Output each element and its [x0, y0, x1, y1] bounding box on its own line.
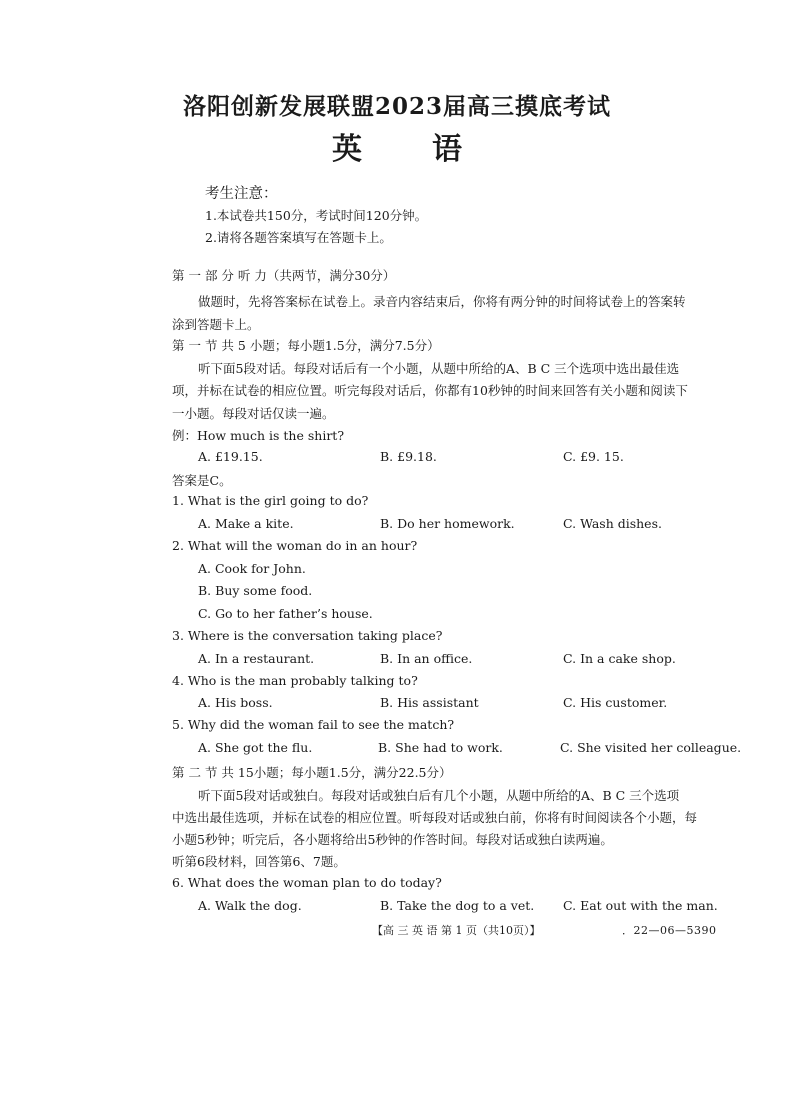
example-answer: 答案是C。 [172, 473, 232, 488]
question-4: 4. Who is the man probably talking to? [172, 673, 418, 688]
page-footer-code: ．22—06—5390 [622, 924, 717, 937]
q2-option-b: B. Buy some food. [198, 583, 313, 598]
notice-item: 1.本试卷共150分，考试时间120分钟。 [205, 208, 428, 223]
q4-option-b: B. His assistant [380, 695, 479, 710]
question-6: 6. What does the woman plan to do today? [172, 875, 442, 890]
part1-heading: 第 一 部 分 听 力（共两节，满分30分） [172, 268, 396, 283]
part1-intro-line: 涂到答题卡上。 [172, 317, 260, 332]
question-5: 5. Why did the woman fail to see the match? [172, 717, 455, 732]
q6-option-a: A. Walk the dog. [198, 898, 302, 913]
question-1: 1. What is the girl going to do? [172, 493, 369, 508]
q5-option-c: C. She visited her colleague. [560, 740, 742, 755]
q6-option-b: B. Take the dog to a vet. [380, 898, 535, 913]
subject-char-2: 语 [432, 132, 462, 167]
q1-option-b: B. Do her homework. [380, 516, 515, 531]
q5-option-a: A. She got the flu. [198, 740, 313, 755]
q3-option-b: B. In an office. [380, 651, 473, 666]
notice-heading: 考生注意： [205, 186, 278, 202]
material-6-note: 听第6段材料，回答第6、7题。 [172, 854, 346, 869]
example-option-a: A. £19.15. [198, 449, 263, 464]
q2-option-a: A. Cook for John. [198, 561, 306, 576]
question-3: 3. Where is the conversation taking place? [172, 628, 443, 643]
section1-instruction-line: 项，并标在试卷的相应位置。听完每段对话后，你都有10秒钟的时间来回答有关小题和阅读下 [172, 383, 688, 398]
section2-instruction-line: 小题5秒钟；听完后，各小题将给出5秒钟的作答时间。每段对话或独白读两遍。 [172, 832, 613, 847]
question-2: 2. What will the woman do in an hour? [172, 538, 418, 553]
example-option-c: C. £9. 15. [563, 449, 624, 464]
q3-option-a: A. In a restaurant. [198, 651, 315, 666]
q1-option-a: A. Make a kite. [198, 516, 294, 531]
q4-option-c: C. His customer. [563, 695, 668, 710]
section2-instruction-line: 中选出最佳选项，并标在试卷的相应位置。听每段对话或独白前，你将有时间阅读各个小题，每 [172, 810, 698, 825]
section2-instruction-line: 听下面5段对话或独白。每段对话或独白后有几个小题，从题中所给的A、B C 三个选项 [198, 788, 680, 803]
section1-instruction-line: 听下面5段对话。每段对话后有一个小题，从题中所给的A、B C 三个选项中选出最佳选 [198, 361, 680, 376]
part1-intro-line: 做题时，先将答案标在试卷上。录音内容结束后，你将有两分钟的时间将试卷上的答案转 [198, 294, 686, 309]
q3-option-c: C. In a cake shop. [563, 651, 676, 666]
q6-option-c: C. Eat out with the man. [563, 898, 718, 913]
section2-heading: 第 二 节 共 15小题；每小题1.5分，满分22.5分） [172, 765, 452, 780]
example-question: 例：How much is the shirt? [172, 428, 345, 443]
q4-option-a: A. His boss. [198, 695, 273, 710]
q1-option-c: C. Wash dishes. [563, 516, 662, 531]
exam-title: 洛阳创新发展联盟2023届高三摸底考试 [182, 93, 611, 120]
example-option-b: B. £9.18. [380, 449, 437, 464]
section1-instruction-line: 一小题。每段对话仅读一遍。 [172, 406, 335, 421]
page-footer-label: 【高 三 英 语 第 1 页（共10页）】 [372, 924, 541, 937]
subject-char-1: 英 [332, 132, 362, 167]
q2-option-c: C. Go to her father’s house. [198, 606, 373, 621]
q5-option-b: B. She had to work. [378, 740, 503, 755]
notice-item: 2.请将各题答案填写在答题卡上。 [205, 230, 392, 245]
section1-heading: 第 一 节 共 5 小题；每小题1.5分，满分7.5分） [172, 338, 440, 353]
subject-title [0, 124, 794, 168]
